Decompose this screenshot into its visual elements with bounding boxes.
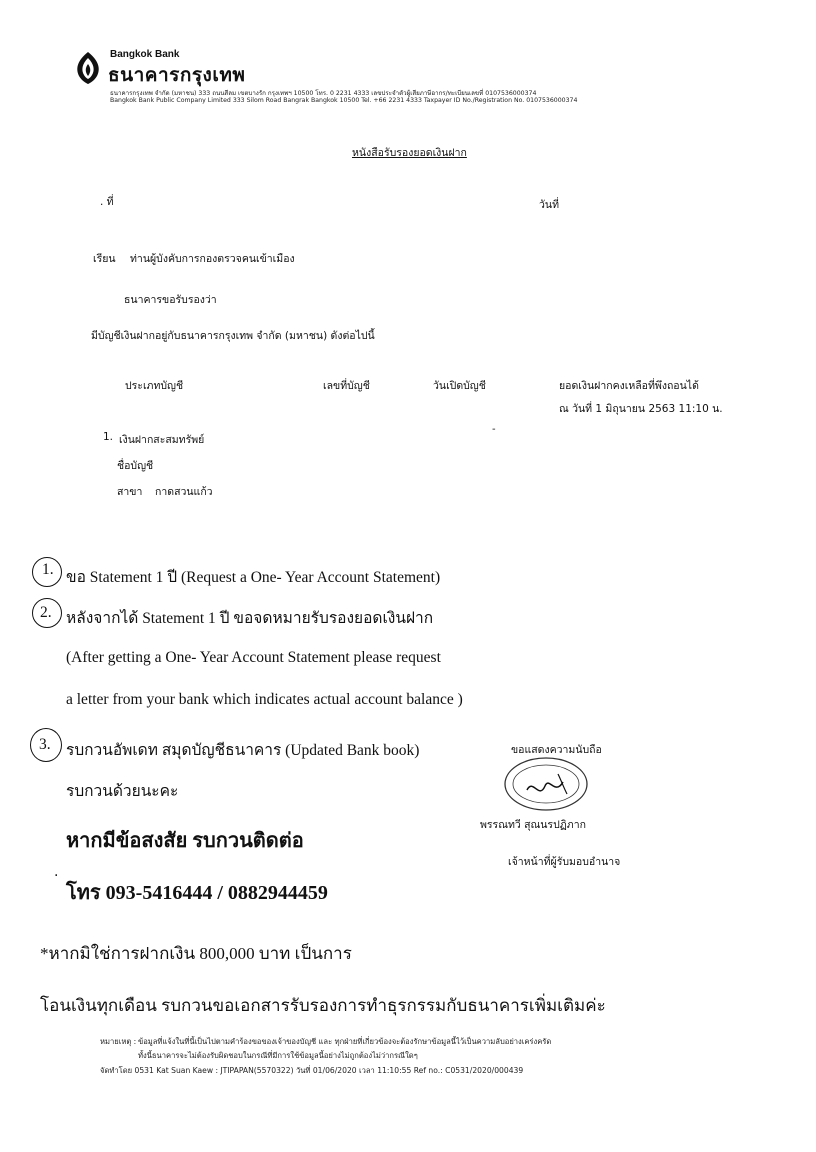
signatory-role: เจ้าหน้าที่ผู้รับมอบอำนาจ: [508, 856, 621, 868]
column-account-type: ประเภทบัญชี: [125, 380, 184, 392]
account-name-label: ชื่อบัญชี: [117, 460, 154, 472]
body-text: มีบัญชีเงินฝากอยู่กับธนาคารกรุงเทพ จำกัด (มหาชน) ดังต่อไปนี้: [91, 330, 375, 342]
branch-value: กาดสวนแก้ว: [155, 486, 213, 498]
footer-issued-by: จัดทำโดย 0531 Kat Suan Kaew : JTIPAPAN(5570322) วันที่ 01/06/2020 เวลา 11:10:55 Ref no.: C0531/2020/000439: [100, 1066, 524, 1075]
remark-line-2: โอนเงินทุกเดือน รบกวนขอเอกสารรับรองการทำธุรกรรมกับธนาคารเพิ่มเติมค่ะ: [40, 996, 606, 1015]
item-number: 1.: [103, 431, 114, 443]
note-3-mark: 3.: [39, 736, 51, 753]
bank-address-en: Bangkok Bank Public Company Limited 333 Silom Road Bangrak Bangkok 10500 Tel. +66 2231 4333 Taxpayer ID No./Registration No. 0107536000374: [110, 97, 578, 104]
remark-line-1: *หากมิใช่การฝากเงิน 800,000 บาท เป็นการ: [40, 944, 352, 963]
bank-name-th: ธนาคารกรุงเทพ: [108, 64, 246, 86]
intro-text: ธนาคารขอรับรองว่า: [124, 294, 217, 306]
column-balance-heading: ยอดเงินฝากคงเหลือที่พึงถอนได้: [559, 380, 699, 392]
thanks-text: รบกวนด้วยนะคะ: [66, 783, 179, 800]
note-1-mark: 1.: [42, 561, 54, 578]
footer-remark-line1: ข้อมูลที่แจ้งในที่นี้เป็นไปตามคำร้องขอของเจ้าของบัญชี และ ทุกฝ่ายที่เกี่ยวข้องจะต้องรักษาข้อมูลนี้ไว้เป็นความลับอย่างเคร่งครัด: [138, 1037, 552, 1046]
closing-respect: ขอแสดงความนับถือ: [511, 744, 602, 756]
salutation-recipient: ท่านผู้บังคับการกองตรวจคนเข้าเมือง: [130, 253, 295, 265]
note-2-mark: 2.: [40, 604, 52, 621]
salutation-label: เรียน: [93, 253, 116, 265]
reference-label: . ที่: [100, 196, 114, 208]
contact-phone: โทร 093-5416444 / 0882944459: [66, 882, 328, 904]
bank-stamp-icon: [503, 756, 589, 812]
contact-text: หากมีข้อสงสัย รบกวนติดต่อ: [66, 830, 304, 852]
bangkok-bank-logo-icon: [73, 50, 103, 86]
date-label: วันที่: [539, 199, 559, 211]
item-dash: -: [492, 424, 496, 435]
note-1-text: ขอ Statement 1 ปี (Request a One- Year Account Statement): [66, 569, 441, 586]
branch-label: สาขา: [117, 486, 143, 498]
column-open-date: วันเปิดบัญชี: [433, 380, 486, 392]
bank-address-th: ธนาคารกรุงเทพ จำกัด (มหาชน) 333 ถนนสีลม เขตบางรัก กรุงเทพฯ 10500 โทร. 0 2231 4333 เลขประจำตัวผู้เสียภาษีอากร/ทะเบียนเลขที่ 0107536000374: [110, 90, 537, 97]
note-2-text: หลังจากได้ Statement 1 ปี ขอจดหมายรับรองยอดเงินฝาก: [66, 610, 434, 627]
item-account-type: เงินฝากสะสมทรัพย์: [119, 434, 205, 446]
column-account-number: เลขที่บัญชี: [323, 380, 370, 392]
column-balance-date: ณ วันที่ 1 มิถุนายน 2563 11:10 น.: [559, 403, 723, 415]
bank-name-en: Bangkok Bank: [110, 49, 180, 60]
signatory-name: พรรณทวี สุณนรปฏิภาก: [480, 819, 586, 831]
note-2-english-line1: (After getting a One- Year Account Statement please request: [66, 649, 441, 666]
bullet-dot: ·: [54, 868, 59, 884]
note-2-english-line2: a letter from your bank which indicates actual account balance ): [66, 691, 463, 708]
note-3-text: รบกวนอัพเดท สมุดบัญชีธนาคาร (Updated Bank book): [66, 742, 420, 759]
letter-title: หนังสือรับรองยอดเงินฝาก: [352, 147, 467, 159]
footer-remark-line2: ทั้งนี้ธนาคารจะไม่ต้องรับผิดชอบในกรณีที่มีการใช้ข้อมูลนี้อย่างไม่ถูกต้องไม่ว่ากรณีใดๆ: [138, 1051, 418, 1060]
footer-remark-label: หมายเหตุ :: [100, 1037, 137, 1046]
